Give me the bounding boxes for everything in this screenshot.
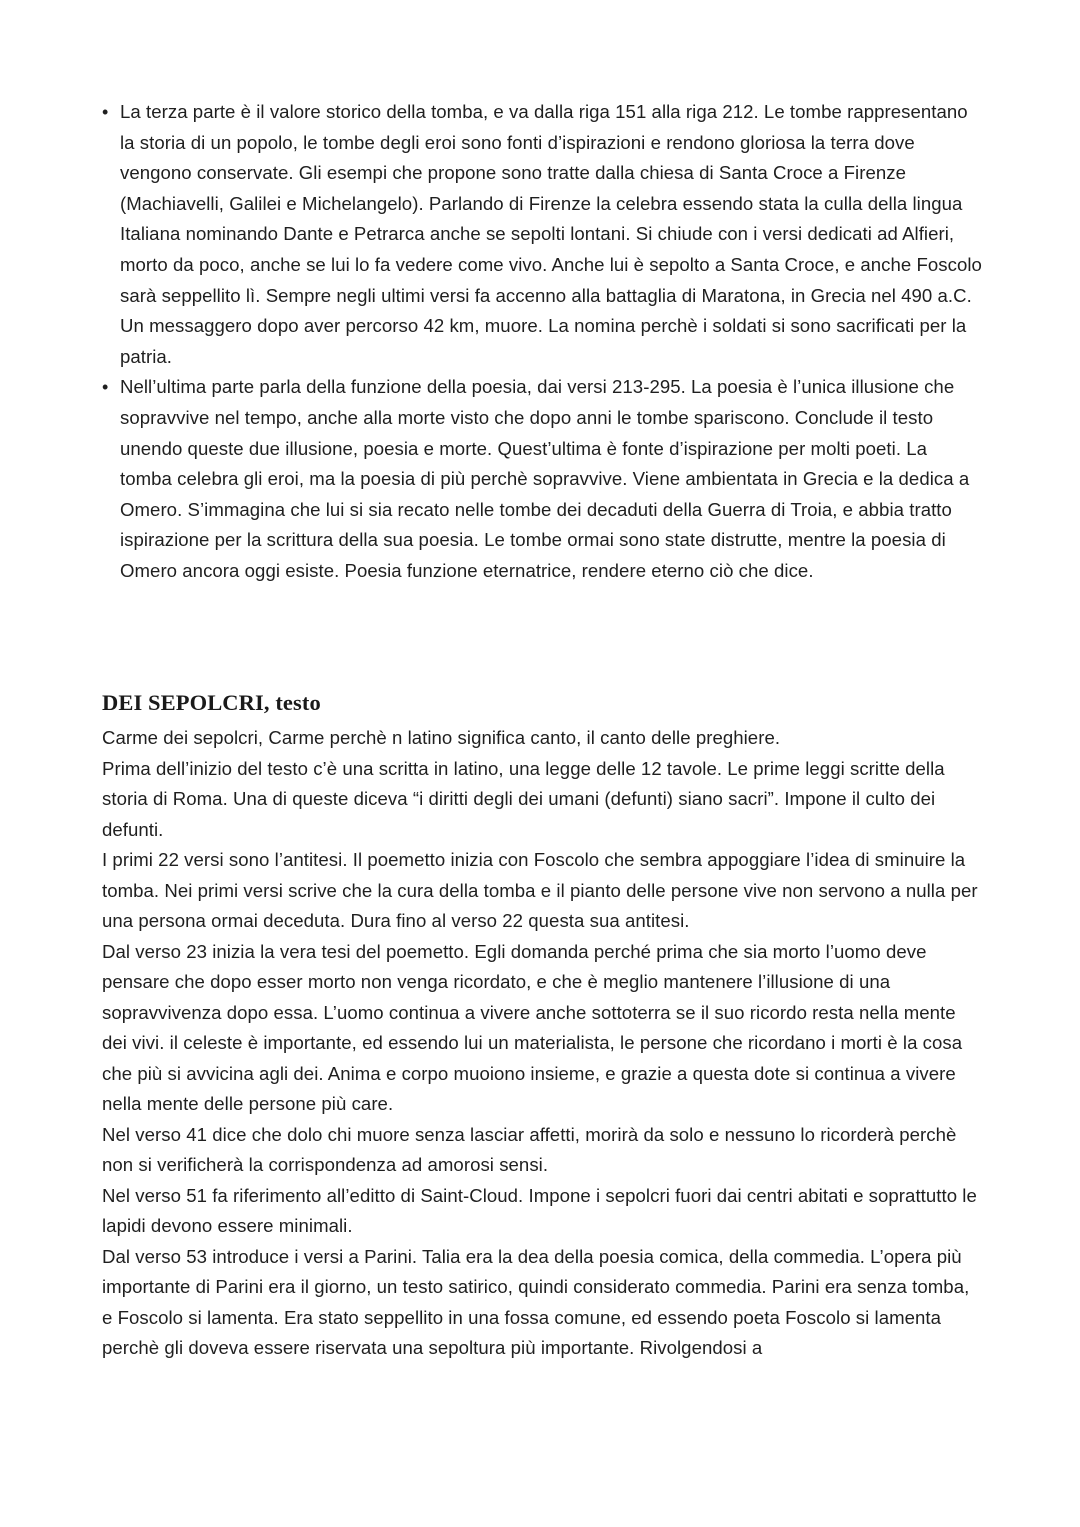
bullet-text: La terza parte è il valore storico della tomba, e va dalla riga 151 alla riga 212. Le tombe rappresentano la storia di un popolo, le tombe degli eroi sono fonti d’ispirazioni e rendono gloriosa la terra dove vengono conservate. Gli esempi che propone sono tratte dalla chiesa di Santa Croce a Firenze (Machiavelli, Galilei e Michelangelo). Parlando di Firenze la celebra essendo stata la culla della lingua Italiana nominando Dante e Petrarca anche se sepolti lontani. Si chiude con i versi dedicati ad Alfieri, morto da poco, anche se lui lo fa vedere come vivo. Anche lui è sepolto a Santa Croce, e anche Foscolo sarà seppellito lì. Sempre negli ultimi versi fa accenno alla battaglia di Maratona, in Grecia nel 490 a.C. Un messaggero dopo aver percorso 42 km, muore. La nomina perchè i soldati si sono sacrificati per la patria. (120, 101, 982, 367)
section-heading: DEI SEPOLCRI, testo (102, 690, 321, 715)
paragraph: Nel verso 41 dice che dolo chi muore senza lasciar affetti, morirà da solo e nessuno lo ricorderà perchè non si verificherà la corrispondenza ad amorosi sensi. (102, 1123, 957, 1175)
bullet-list (102, 97, 982, 587)
bullet-text: Nell’ultima parte parla della funzione della poesia, dai versi 213-295. La poesia è l’unica illusione che sopravvive nel tempo, anche alla morte visto che dopo anni le tombe spariscono. Conclude il testo unendo queste due illusione, poesia e morte. Quest’ultima è fonte d’ispirazione per molti poeti. La tomba celebra gli eroi, ma la poesia di più perchè sopravvive. Viene ambientata in Grecia e la dedica a Omero. S’immagina che lui si sia recato nelle tombe dei decaduti della Guerra di Troia, e abbia tratto ispirazione per la scrittura della sua poesia. Le tombe ormai sono state distrutte, mentre la poesia di Omero ancora oggi esiste. Poesia funzione eternatrice, rendere eterno ciò che dice. (120, 376, 970, 581)
paragraph: Carme dei sepolcri, Carme perchè n latino significa canto, il canto delle preghiere. (102, 727, 781, 748)
bullet-marker: • (102, 377, 109, 398)
paragraph: Prima dell’inizio del testo c’è una scritta in latino, una legge delle 12 tavole. Le prime leggi scritte della storia di Roma. Una di queste diceva “i diritti degli dei umani (defunti) siano sacri”. Impone il culto dei defunti. (102, 757, 945, 840)
bullet-item-poetry-function (102, 372, 982, 586)
section-dei-sepolcri (102, 686, 982, 1364)
bullet-item-historical-value (102, 97, 982, 372)
paragraph: Nel verso 51 fa riferimento all’editto di Saint-Cloud. Impone i sepolcri fuori dai centri abitati e soprattutto le lapidi devono essere minimali. (102, 1184, 977, 1236)
paragraph: Dal verso 53 introduce i versi a Parini. Talia era la dea della poesia comica, della commedia. L’opera più importante di Parini era il giorno, un testo satirico, quindi considerato commedia. Parini era senza tomba, e Foscolo si lamenta. Era stato seppellito in una fossa comune, ed essendo poeta Foscolo si lamenta perchè gli doveva essere riservata una sepoltura più importante. Rivolgendosi a (102, 1245, 970, 1358)
bullet-marker: • (102, 102, 109, 122)
paragraph: I primi 22 versi sono l’antitesi. Il poemetto inizia con Foscolo che sembra appoggiare l’idea di sminuire la tomba. Nei primi versi scrive che la cura della tomba e il pianto delle persone vive non servono a nulla per una persona ormai deceduta. Dura fino al verso 22 questa sua antitesi. (102, 849, 978, 931)
paragraph: Dal verso 23 inizia la vera tesi del poemetto. Egli domanda perché prima che sia morto l’uomo deve pensare che dopo esser morto non venga ricordato, e che è meglio mantenere l’illusione di una sopravvivenza dopo essa. L’uomo continua a vivere anche sottoterra se il suo ricordo resta nella mente dei vivi. il celeste è importante, ed essendo lui un materialista, le persone che ricordano i morti è la cosa che più si avvicina agli dei. Anima e corpo muoiono insieme, e grazie a questa dote si continua a vivere nella mente delle persone più care. (102, 940, 963, 1114)
